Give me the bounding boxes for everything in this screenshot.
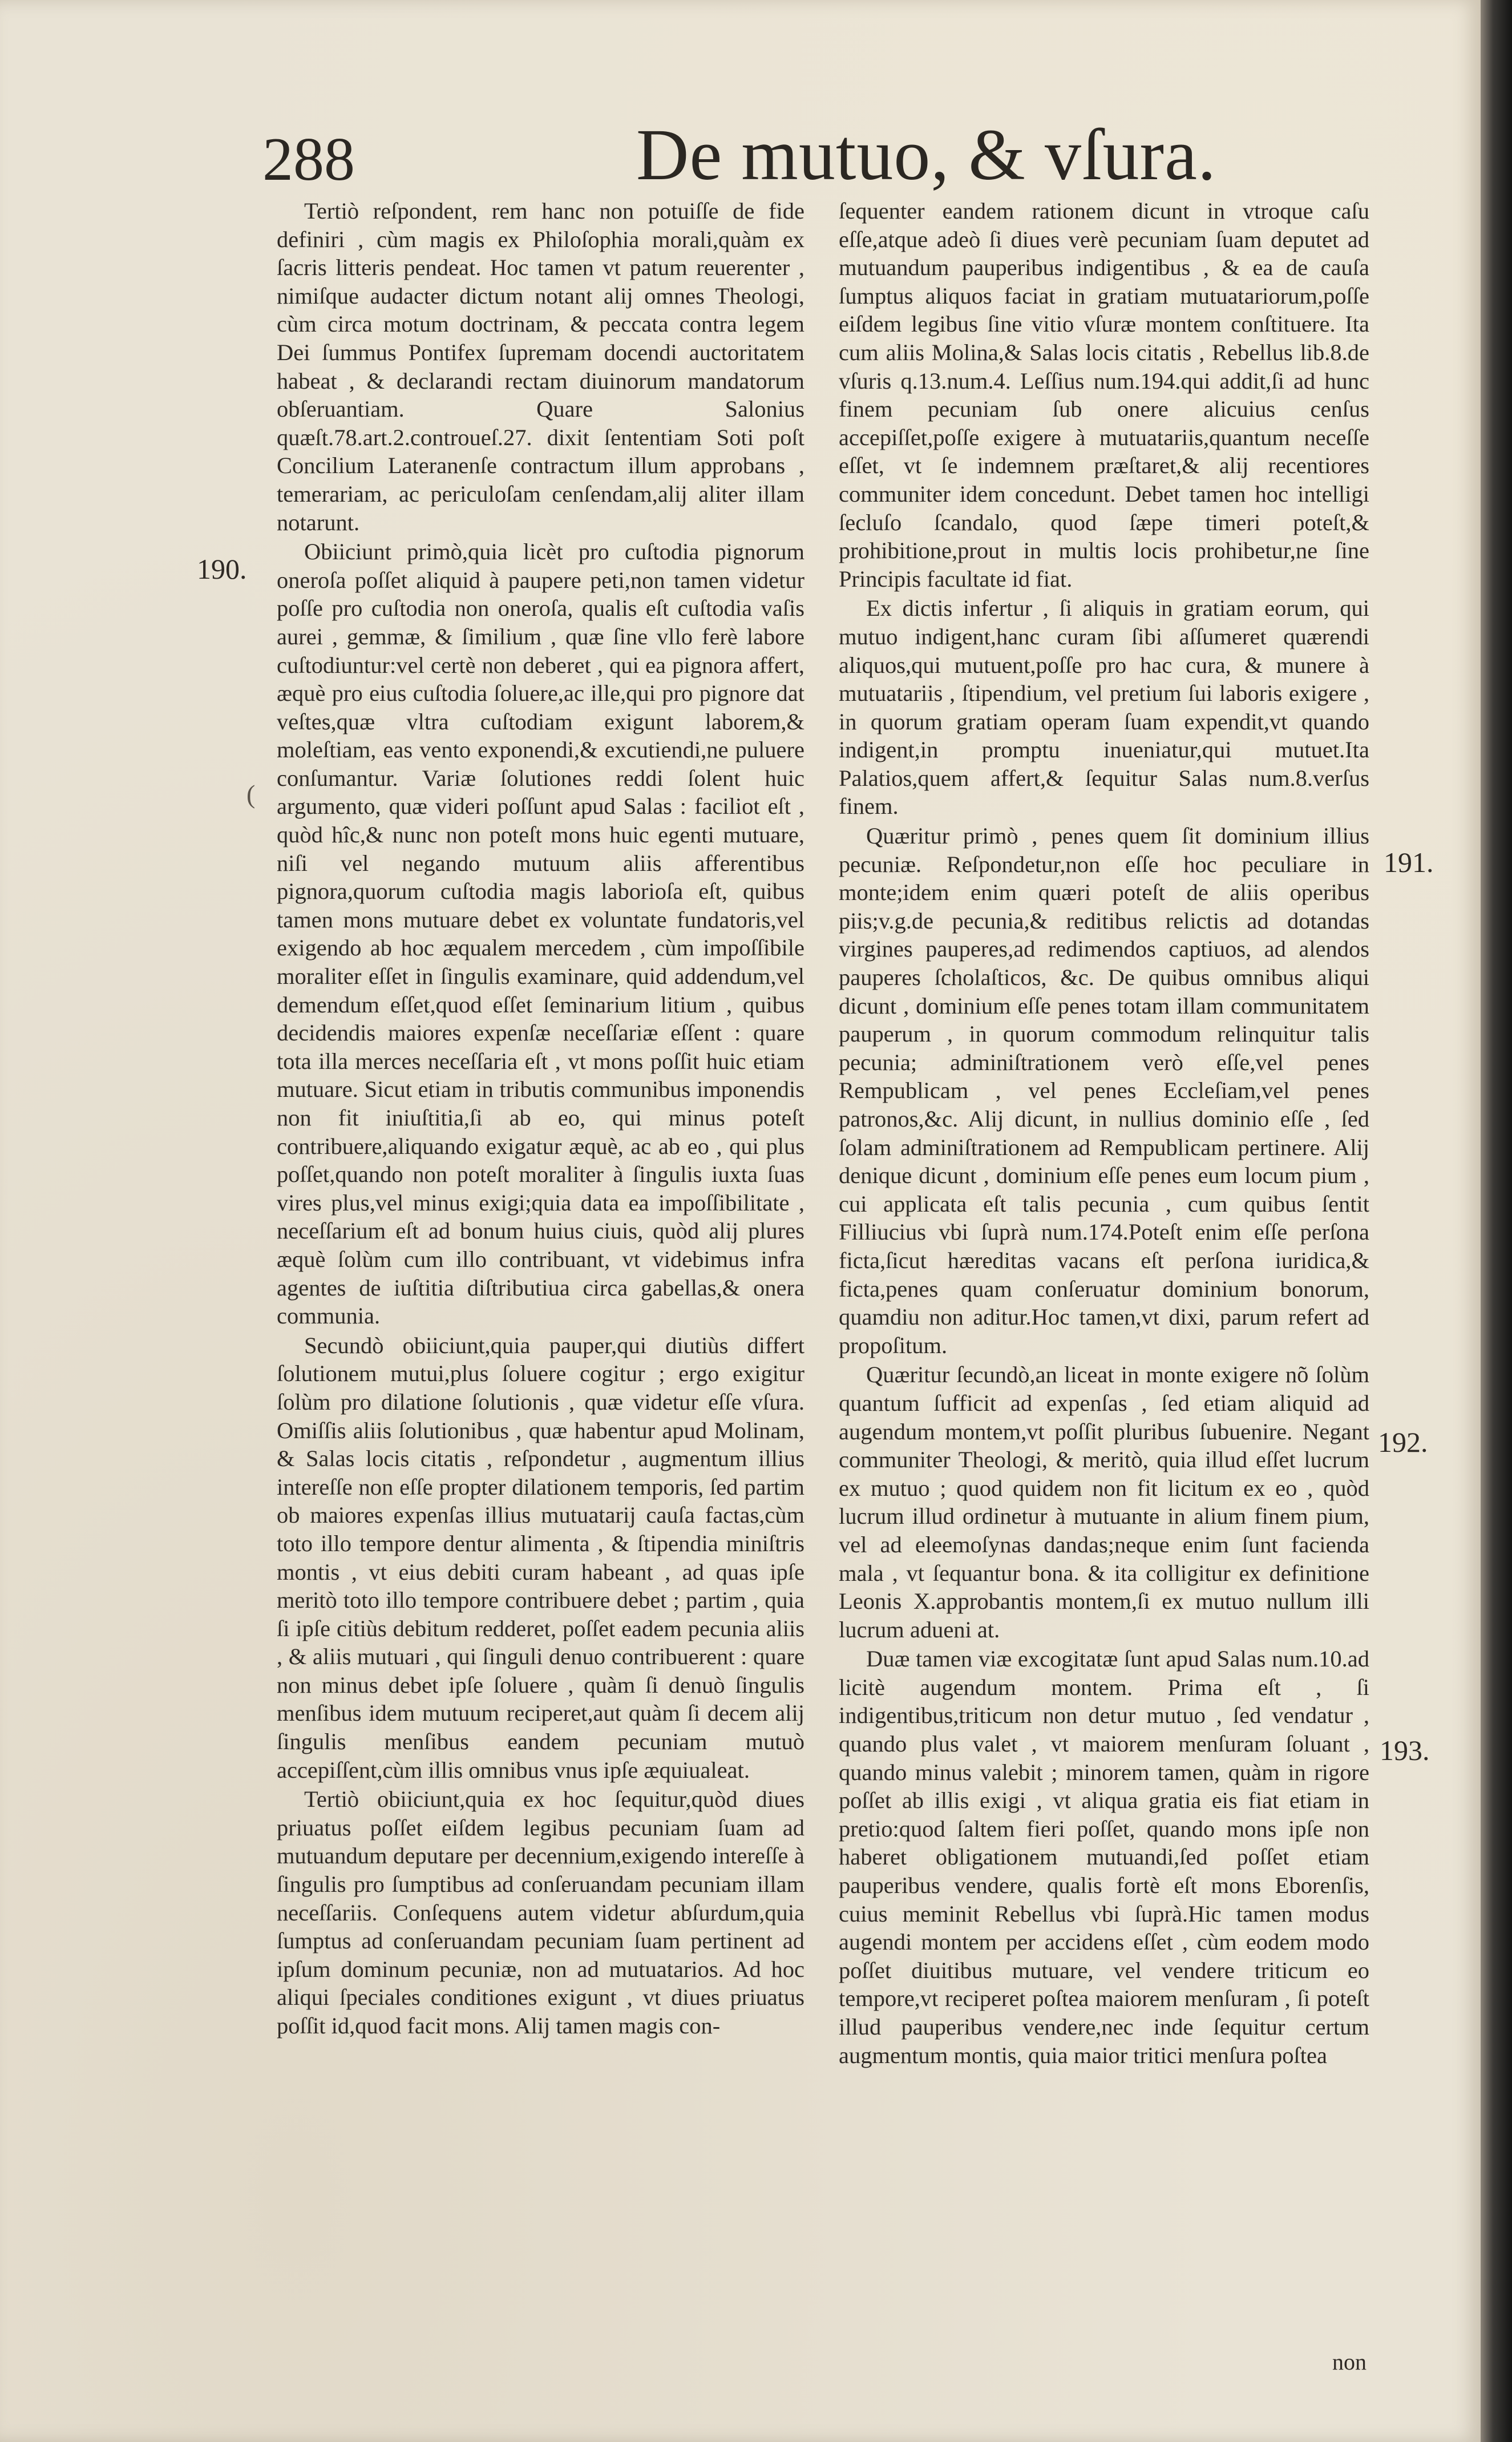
paragraph: Duæ tamen viæ excogitatæ ſunt apud Salas num.10.ad licitè augendum montem. Prima eſt , ſi indigentibus,triticum non detur mutuo , ſed vendatur , quando plus valet , vt maiorem menſuram ſoluant , quando minus valebit ; minorem tamen, quàm in rigore poſſet ab illis exigi , vt aliqua gratia eis fiat etiam in pretio:quod ſaltem fieri poſſet, quando mons ipſe non haberet obligationem mutuandi,ſed poſſet etiam pauperibus vendere, qualis fortè eſt mons Eborenſis, cuius meminit Rebellus vbi ſuprà.Hic tamen modus augendi montem per accidens eſſet , cùm eodem modo poſſet diuitibus mutuare, vel vendere triticum eo tempore,vt reciperet poſtea maiorem menſuram , ſi poteſt illud pauperibus vendere,nec inde ſequitur certum augmentum montis, quia maior tritici menſura poſtea [839, 1646, 1369, 2068]
margin-number-193: 193. [1380, 1734, 1430, 1766]
paragraph: Obiiciunt primò,quia licèt pro cuſtodia pignorum oneroſa poſſet aliquid à paupere peti,non tamen videtur poſſe pro cuſtodia non oneroſa, qualis eſt cuſtodia vaſis aurei , gemmæ, & ſimilium , quæ ſine vllo ferè labore cuſtodiuntur:vel certè non deberet , qui ea pignora affert, æquè pro eius cuſtodia ſoluere,ac ille,qui pro pignore dat veſtes,quæ vltra cuſtodiam exigunt laborem,& moleſtiam, eas vento exponendi,& excutiendi,ne puluere conſumantur. Variæ ſolutiones reddi ſolent huic argumento, quæ videri poſſunt apud Salas : faciliot eſt , quòd hîc,& nunc non poteſt mons huic egenti mutuare, niſi vel negando mutuum aliis afferentibus pignora,quorum cuſtodia magis laborioſa eſt, quibus tamen mons mutuare debet ex voluntate fundatoris,vel exigendo ab hoc æqualem mercedem , cùm impoſſibile moraliter eſſet in ſingulis examinare, quid addendum,vel demendum eſſet,quod eſſet ſeminarium litium , quibus decidendis maiores expenſæ neceſſariæ eſſent : quare tota illa merces neceſſaria eſt , vt mons poſſit huic etiam mutuare. Sicut etiam in tributis communibus imponendis non fit iniuſtitia,ſi ab eo, qui minus poteſt contribuere,aliquando exigatur æquè, ac ab eo , qui plus poſſet,quando non poteſt moraliter à ſingulis iuxta ſuas vires plus,vel minus exigi;quia data ea impoſſibilitate , neceſſarium eſt ad bonum huius ciuis, quòd alij plures æquè ſolùm cum illo contribuant, vt videbimus infra agentes de iuſtitia diſtributiua circa gabellas,& onera communia. [277, 539, 804, 1329]
catchword: non [1332, 2349, 1367, 2375]
page-edge-shadow [1481, 0, 1512, 2442]
margin-number-191: 191. [1384, 846, 1434, 878]
paragraph: ſequenter eandem rationem dicunt in vtroque caſu eſſe,atque adeò ſi diues verè pecuniam ſuam deputet ad mutuandum pauperibus indigentibus , & ea de cauſa ſumptus aliquos faciat in gratiam mutuatariorum,poſſe eiſdem legibus ſine vitio vſuræ montem conſtituere. Ita cum aliis Molina,& Salas locis citatis , Rebellus lib.8.de vſuris q.13.num.4. Leſſius num.194.qui addit,ſi ad hunc finem pecuniam ſub onere alicuius cenſus accepiſſet,poſſe exigere à mutuatariis,quantum neceſſe eſſet, vt ſe indemnem præſtaret,& alij recentiores communiter idem concedunt. Debet tamen hoc intelligi ſecluſo ſcandalo, quod ſæpe timeri poteſt,& prohibitione,prout in multis locis prohibetur,ne ſine Principis facultate id fiat. [839, 198, 1369, 592]
left-text-column [277, 197, 804, 2040]
paragraph: Ex dictis infertur , ſi aliquis in gratiam eorum, qui mutuo indigent,hanc curam ſibi aſſumeret quærendi aliquos,qui mutuent,poſſe pro hac cura, & munere à mutuatariis , ſtipendium, vel pretium ſui laboris exigere , in quorum gratiam operam ſuam expendit,vt quando indigent,in promptu inueniatur,qui mutuet.Ita Palatios,quem affert,& ſequitur Salas num.8.verſus finem. [839, 595, 1369, 820]
right-text-column [839, 197, 1369, 2069]
paragraph: Tertiò obiiciunt,quia ex hoc ſequitur,quòd diues priuatus poſſet eiſdem legibus pecuniam ſuam ad mutuandum deputare per decennium,exigendo intereſſe à ſingulis pro ſumptibus ad conſeruandam pecuniam illam neceſſariis. Conſequens autem videtur abſurdum,quia ſumptus ad conſeruandam pecuniam ſuam pertinent ad ipſum dominum pecuniæ, non ad mutuatarios. Ad hoc aliqui ſpeciales conditiones exigunt , vt diues priuatus poſſit id,quod facit mons. Alij tamen magis con- [277, 1786, 804, 2039]
bracket-mark: ( [246, 780, 256, 809]
margin-number-192: 192. [1378, 1426, 1428, 1458]
paragraph: Tertiò reſpondent, rem hanc non potuiſſe de fide definiri , cùm magis ex Philoſophia morali,quàm ex ſacris litteris pendeat. Hoc tamen vt patum reuerenter , nimiſque audacter dictum notant alij omnes Theologi, cùm circa motum doctrinam, & peccata contra legem Dei ſummus Pontifex ſupremam docendi auctoritatem habeat , & declarandi rectam diuinorum mandatorum obſeruantiam. Quare Salonius quæſt.78.art.2.controueſ.27. dixit ſententiam Soti poſt Concilium Lateranenſe contractum illum approbans , temerariam, ac periculoſam cenſendam,alij aliter illam notarunt. [277, 198, 804, 535]
running-title: De mutuo, & vſura. [636, 114, 1216, 195]
page-number: 288 [262, 126, 355, 193]
paragraph: Secundò obiiciunt,quia pauper,qui diutiùs differt ſolutionem mutui,plus ſoluere cogitur ; ergo exigitur ſolùm pro dilatione ſolutionis , quæ videtur eſſe vſura. Omiſſis aliis ſolutionibus , quæ habentur apud Molinam, & Salas locis citatis , reſpondetur , augmentum illius intereſſe non eſſe propter dilationem temporis, ſed partim ob maiores expenſas illius mutuatarij cauſa factas,cùm toto illo tempore dentur alimenta , & ſtipendia miniſtris montis , vt eius debiti curam habeant , ad quas ipſe meritò toto illo tempore contribuere debet ; partim , quia ſi ipſe citiùs debitum redderet, poſſet eadem pecunia aliis , & aliis mutuari , qui ſinguli denuo contribuerent : quare non minus debet ipſe ſoluere , quàm ſi denuò ſingulis menſibus idem mutuum reciperet,aut quàm ſi decem alij ſingulis menſibus eandem pecuniam mutuò accepiſſent,cùm illis omnibus vnus ipſe æquiualeat. [277, 1332, 804, 1783]
margin-number-190: 190. [197, 553, 247, 585]
paragraph: Quæritur primò , penes quem ſit dominium illius pecuniæ. Reſpondetur,non eſſe hoc peculiare in monte;idem enim quæri poteſt de aliis operibus piis;v.g.de pecunia,& reditibus relictis ad dotandas virgines pauperes,ad redimendos captiuos, ad alendos pauperes ſcholaſticos, &c. De quibus omnibus aliqui dicunt , dominium eſſe penes totam illam communitatem pauperum , in quorum commodum relinquitur talis pecunia; adminiſtrationem verò eſſe,vel penes Rempublicam , vel penes Eccleſiam,vel penes patronos,&c. Alij dicunt, in nullius dominio eſſe , ſed ſolam adminiſtrationem ad Rempublicam pertinere. Alij denique dicunt , dominium eſſe penes eum locum pium , cui applicata eſt talis pecunia , cum quibus ſentit Filliucius vbi ſuprà num.174.Poteſt enim eſſe perſona ficta,ſicut hæreditas vacans eſt perſona iuridica,& ficta,penes quam conſeruatur dominium bonorum, quamdiu non aditur.Hoc tamen,vt dixi, parum refert ad propoſitum. [839, 823, 1369, 1358]
paragraph: Quæritur ſecundò,an liceat in monte exigere nõ ſolùm quantum ſufficit ad expenſas , ſed etiam aliquid ad augendum montem,vt poſſit pluribus ſubuenire. Negant communiter Theologi, & meritò, quia illud eſſet lucrum ex mutuo ; quod quidem non fit licitum ex eo , quòd lucrum illud ordinetur à mutuante in alium finem pium, vel ad eleemoſynas dandas;neque enim ſunt facienda mala , vt ſequantur bona. & ita colligitur ex definitione Leonis X.approbantis montem,ſi ex mutuo nullum illi lucrum adueni at. [839, 1362, 1369, 1642]
